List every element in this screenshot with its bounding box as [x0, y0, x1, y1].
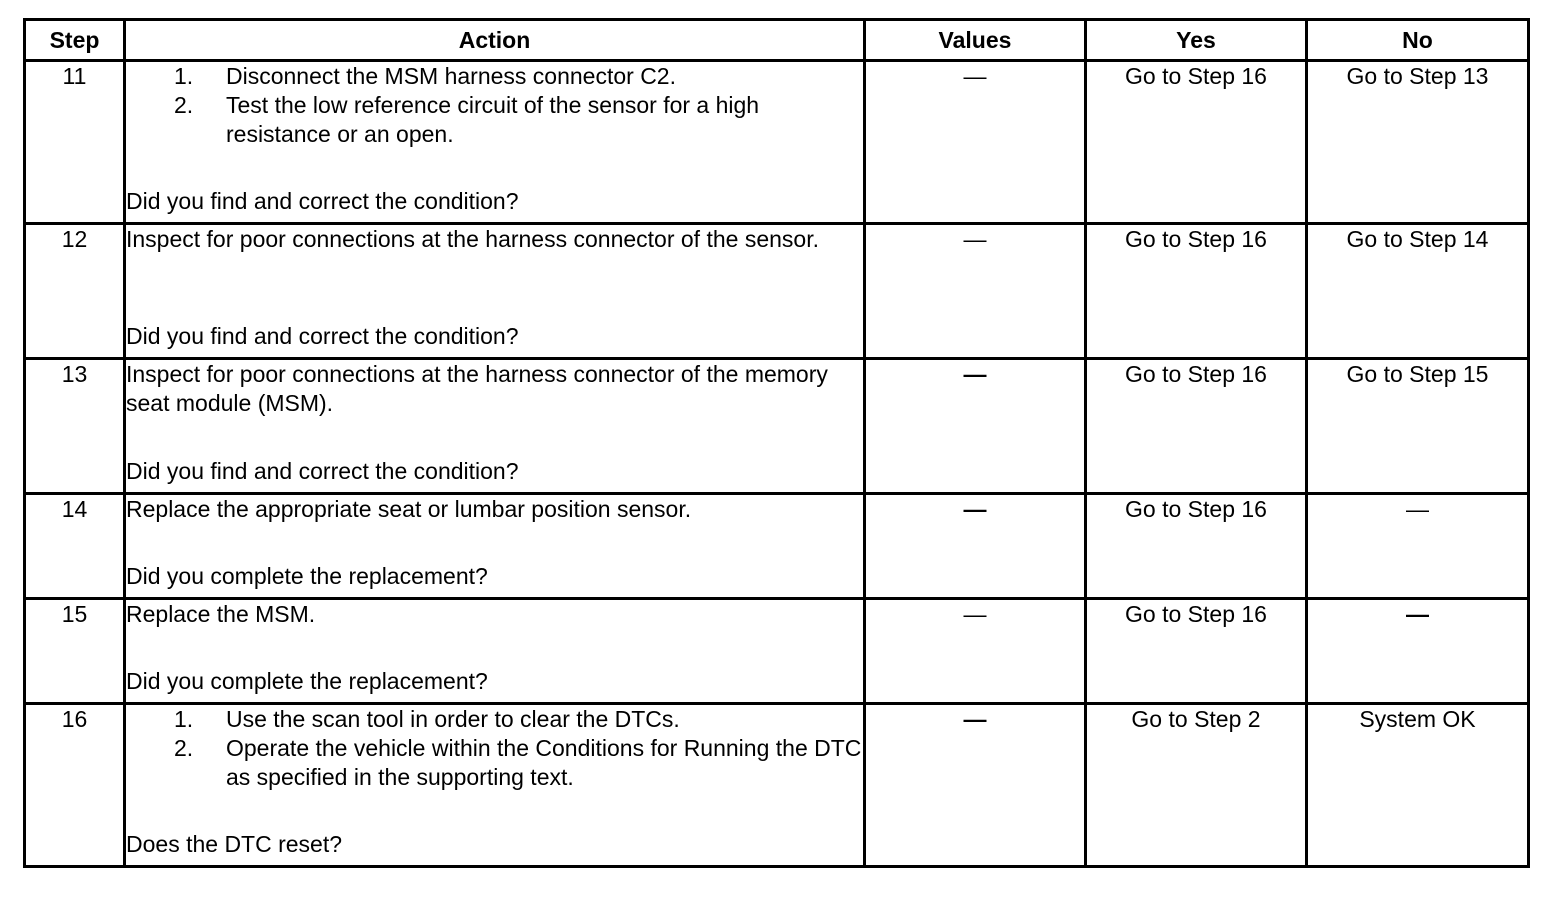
step-number: 15 [25, 599, 125, 704]
values-cell [865, 224, 1086, 359]
action-question: Did you find and correct the condition? [126, 188, 519, 214]
action-item-text: Disconnect the MSM harness connector C2. [226, 63, 676, 89]
action-cell [125, 224, 865, 359]
action-item-text: Operate the vehicle within the Conditions for Running the DTC as specified in the supporting text. [226, 735, 862, 790]
values-dash: — [963, 226, 987, 252]
action-list-item [126, 91, 863, 149]
yes-cell: Go to Step 16 [1086, 224, 1307, 359]
action-text: Replace the MSM. [126, 601, 316, 627]
yes-cell: Go to Step 16 [1086, 494, 1307, 599]
action-question: Does the DTC reset? [126, 831, 343, 857]
action-cell [125, 359, 865, 494]
action-item-number: 2. [174, 735, 194, 761]
action-question: Did you find and correct the condition? [126, 323, 519, 349]
table-row [25, 61, 1529, 224]
values-cell [865, 359, 1086, 494]
values-dash: — [963, 706, 987, 732]
table-row [25, 704, 1529, 867]
header-values: Values [865, 20, 1086, 61]
action-item-number: 2. [174, 92, 194, 118]
diagnostic-table [23, 18, 1530, 868]
values-cell [865, 599, 1086, 704]
header-yes: Yes [1086, 20, 1307, 61]
action-text: Inspect for poor connections at the harness connector of the memory seat module (MSM). [126, 361, 828, 416]
action-item-text: Test the low reference circuit of the sensor for a high resistance or an open. [226, 92, 760, 147]
no-cell [1307, 494, 1529, 599]
values-cell [865, 61, 1086, 224]
no-cell [1307, 599, 1529, 704]
header-no: No [1307, 20, 1529, 61]
values-cell [865, 494, 1086, 599]
action-list [126, 705, 863, 792]
yes-cell: Go to Step 16 [1086, 599, 1307, 704]
table-row [25, 599, 1529, 704]
step-number: 16 [25, 704, 125, 867]
step-number: 13 [25, 359, 125, 494]
action-question: Did you complete the replacement? [126, 668, 488, 694]
action-question: Did you find and correct the condition? [126, 458, 519, 484]
header-step: Step [25, 20, 125, 61]
header-action: Action [125, 20, 865, 61]
action-item-number: 1. [174, 63, 194, 89]
action-item-number: 1. [174, 706, 194, 732]
action-cell [125, 61, 865, 224]
action-cell [125, 599, 865, 704]
no-cell: Go to Step 13 [1307, 61, 1529, 224]
action-list-item [126, 705, 863, 734]
action-item-text: Use the scan tool in order to clear the DTCs. [226, 706, 680, 732]
action-cell [125, 704, 865, 867]
values-dash: — [963, 361, 987, 387]
values-dash: — [963, 63, 987, 89]
step-number: 12 [25, 224, 125, 359]
step-number: 14 [25, 494, 125, 599]
no-cell: System OK [1307, 704, 1529, 867]
action-list-item [126, 734, 863, 792]
values-cell [865, 704, 1086, 867]
yes-cell: Go to Step 16 [1086, 61, 1307, 224]
yes-cell: Go to Step 2 [1086, 704, 1307, 867]
no-cell: Go to Step 15 [1307, 359, 1529, 494]
no-dash: — [1406, 496, 1429, 522]
values-dash: — [963, 496, 987, 522]
header-row [25, 20, 1529, 61]
table-row [25, 224, 1529, 359]
no-cell: Go to Step 14 [1307, 224, 1529, 359]
table-row [25, 359, 1529, 494]
yes-cell: Go to Step 16 [1086, 359, 1307, 494]
values-dash: — [963, 601, 987, 627]
action-list [126, 62, 863, 149]
action-question: Did you complete the replacement? [126, 563, 488, 589]
action-text: Replace the appropriate seat or lumbar position sensor. [126, 496, 692, 522]
step-number: 11 [25, 61, 125, 224]
no-dash: — [1406, 601, 1429, 627]
action-cell [125, 494, 865, 599]
action-list-item [126, 62, 863, 91]
action-text: Inspect for poor connections at the harness connector of the sensor. [126, 226, 819, 252]
table-row [25, 494, 1529, 599]
